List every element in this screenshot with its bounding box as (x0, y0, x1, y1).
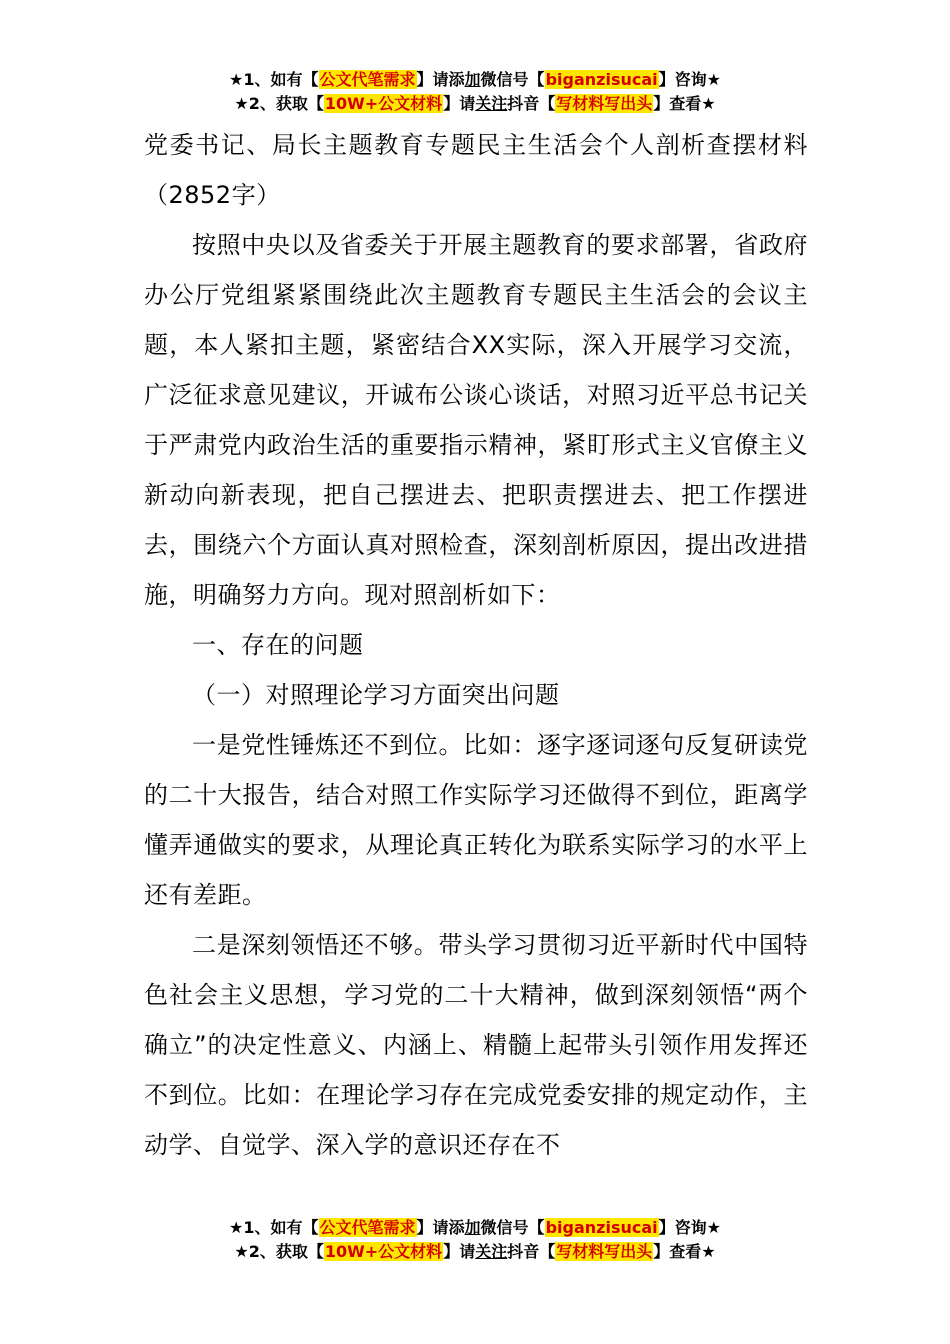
promo-highlight: 公文代笔需求 (319, 70, 416, 89)
wechat-id: biganzisucai (545, 70, 658, 89)
document-body (144, 120, 808, 1170)
promo-banner-bottom (0, 1216, 950, 1264)
paragraph-point-1: 一是党性锤炼还不到位。比如：逐字逐词逐句反复研读党的二十大报告，结合对照工作实际学习还做得不到位，距离学懂弄通做实的要求，从理论真正转化为联系实际学习的水平上还有差距。 (144, 731, 808, 909)
section-heading: 一、存在的问题 (192, 631, 364, 659)
promo-line-1: ★1、如有【公文代笔需求】请添加微信号【biganzisucai】咨询★ (229, 1218, 721, 1237)
promo-line-1: ★1、如有【公文代笔需求】请添加微信号【biganzisucai】咨询★ (229, 70, 721, 89)
promo-highlight: 公文代笔需求 (319, 1218, 416, 1237)
douyin-id: 写材料写出头 (556, 94, 653, 113)
subsection-heading: （一）对照理论学习方面突出问题 (192, 681, 560, 709)
promo-highlight: 10W+公文材料 (324, 1242, 443, 1261)
wechat-id: biganzisucai (545, 1218, 658, 1237)
promo-line-2: ★2、获取【10W+公文材料】请关注抖音【写材料写出头】查看★ (234, 1242, 716, 1261)
promo-line-2: ★2、获取【10W+公文材料】请关注抖音【写材料写出头】查看★ (234, 94, 716, 113)
paragraph-point-2: 二是深刻领悟还不够。带头学习贯彻习近平新时代中国特色社会主义思想，学习党的二十大精神，做到深刻领悟“两个确立”的决定性意义、内涵上、精髓上起带头引领作用发挥还不到位。比如：在理论学习存在完成党委安排的规定动作，主动学、自觉学、深入学的意识还存在不 (144, 931, 808, 1159)
intro-paragraph: 按照中央以及省委关于开展主题教育的要求部署，省政府办公厅党组紧紧围绕此次主题教育专题民主生活会的会议主题，本人紧扣主题，紧密结合XX实际，深入开展学习交流，广泛征求意见建议，开诚布公谈心谈话，对照习近平总书记关于严肃党内政治生活的重要指示精神，紧盯形式主义官僚主义新动向新表现，把自己摆进去、把职责摆进去、把工作摆进去，围绕六个方面认真对照检查，深刻剖析原因，提出改进措施，明确努力方向。现对照剖析如下： (144, 231, 808, 609)
document-title: 党委书记、局长主题教育专题民主生活会个人剖析查摆材料（2852字） (144, 131, 808, 209)
promo-banner-top (0, 68, 950, 116)
promo-highlight: 10W+公文材料 (324, 94, 443, 113)
douyin-id: 写材料写出头 (556, 1242, 653, 1261)
